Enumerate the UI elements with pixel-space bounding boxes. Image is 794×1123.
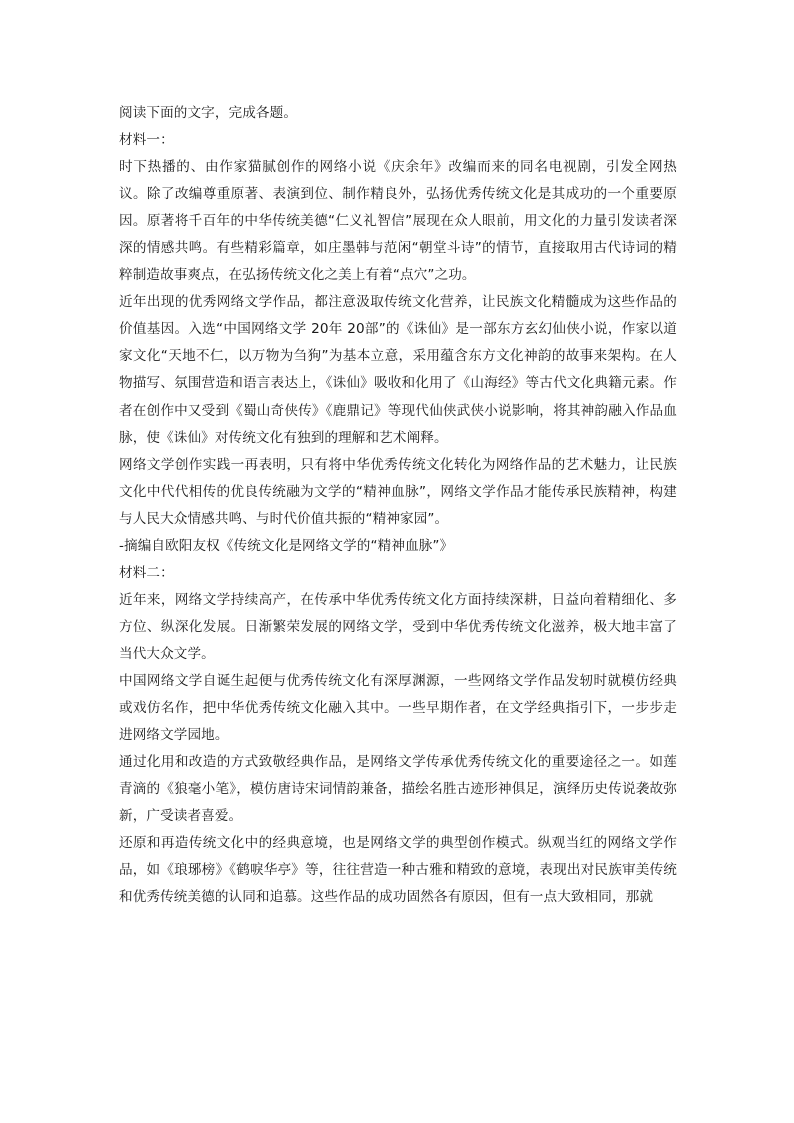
document-page <box>119 100 677 911</box>
material-two-paragraph: 中国网络文学自诞生起便与优秀传统文化有深厚渊源，一些网络文学作品发轫时就模仿经典或戏仿名作，把中华优秀传统文化融入其中。一些早期作者，在文学经典指引下，一步步走进网络文学园地。 <box>119 672 677 744</box>
material-two-heading: 材料二： <box>119 564 174 581</box>
material-one-paragraph: 近年出现的优秀网络文学作品，都注意汲取传统文化营养，让民族文化精髓成为这些作品的价值基因。入选“中国网络文学 20年 20部”的《诛仙》是一部东方玄幻仙侠小说，作家以道家文化“天地不仁，以万物为刍狗”为基本立意，采用蕴含东方文化神韵的故事来架构。在人物描写、氛围营造和语言表达上，《诛仙》吸收和化用了《山海经》等古代文化典籍元素。作者在创作中又受到《蜀山奇侠传》《鹿鼎记》等现代仙侠武侠小说影响，将其神韵融入作品血脉，使《诛仙》对传统文化有独到的理解和艺术阐释。 <box>119 294 677 446</box>
material-two-paragraph: 通过化用和改造的方式致敬经典作品，是网络文学传承优秀传统文化的重要途径之一。如莲青滴的《狼毫小笔》，模仿唐诗宋词情韵兼备，描绘名胜古迹形神俱足，演绎历史传说袭故弥新，广受读者喜爱。 <box>119 754 677 825</box>
material-one-paragraph: 网络文学创作实践一再表明，只有将中华优秀传统文化转化为网络作品的艺术魅力，让民族文化中代代相传的优良传统融为文学的“精神血脉”，网络文学作品才能传承民族精神，构建与人民大众情感共鸣、与时代价值共振的“精神家园”。 <box>119 456 677 527</box>
material-two-paragraph: 近年来，网络文学持续高产，在传承中华优秀传统文化方面持续深耕，日益向着精细化、多方位、纵深化发展。日渐繁荣发展的网络文学，受到中华优秀传统文化滋养，极大地丰富了当代大众文学。 <box>119 591 677 662</box>
material-one-source: -摘编自欧阳友权《传统文化是网络文学的“精神血脉”》 <box>119 537 454 554</box>
material-one-paragraph: 时下热播的、由作家猫腻创作的网络小说《庆余年》改编而来的同名电视剧，引发全网热议。除了改编尊重原著、表演到位、制作精良外，弘扬优秀传统文化是其成功的一个重要原因。原著将千百年的中华传统美德“仁义礼智信”展现在众人眼前，用文化的力量引发读者深深的情感共鸣。有些精彩篇章，如庄墨韩与范闲“朝堂斗诗”的情节，直接取用古代诗词的精粹制造故事爽点，在弘扬传统文化之美上有着“点穴”之功。 <box>119 159 677 284</box>
instruction-text: 阅读下面的文字，完成各题。 <box>119 105 298 121</box>
material-two-paragraph: 还原和再造传统文化中的经典意境，也是网络文学的典型创作模式。纵观当红的网络文学作品，如《琅琊榜》《鹤唳华亭》等，往往营造一种古雅和精致的意境，表现出对民族审美传统和优秀传统美德的认同和追慕。这些作品的成功固然各有原因，但有一点大致相同，那就 <box>119 835 677 906</box>
material-one-heading: 材料一： <box>119 132 174 149</box>
